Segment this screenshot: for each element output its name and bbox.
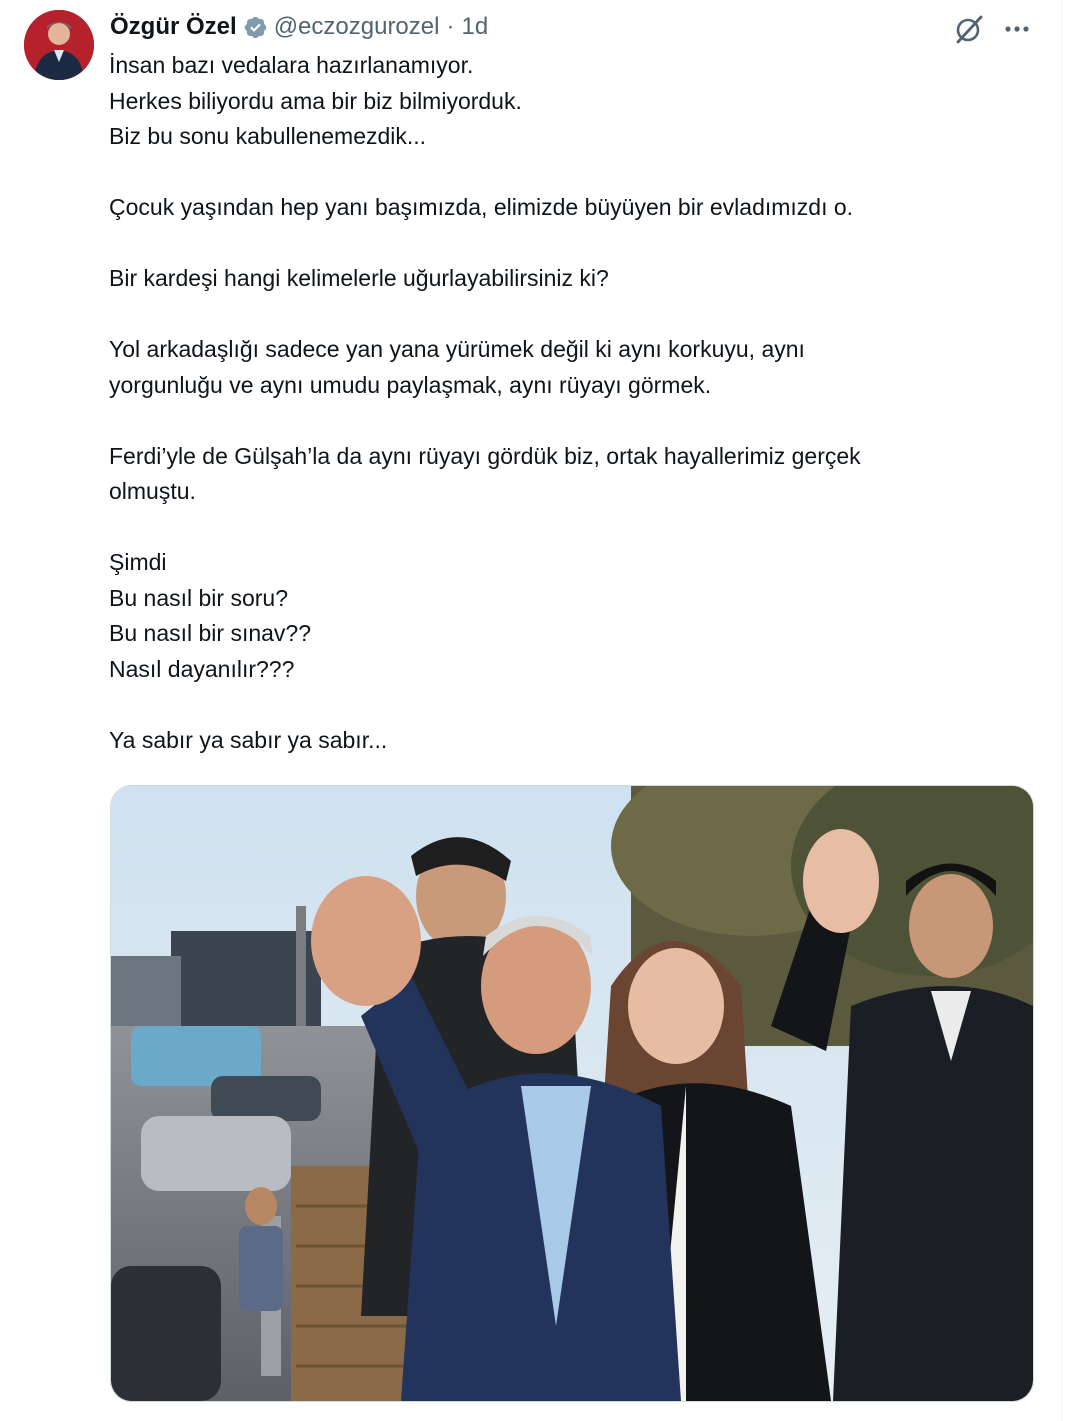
tweet-blank-line — [109, 403, 1029, 439]
tweet-text-line: İnsan bazı vedalara hazırlanamıyor. — [109, 52, 474, 78]
verified-badge-icon[interactable] — [243, 15, 268, 40]
tweet-header — [110, 12, 488, 42]
separator-dot: · — [446, 13, 455, 40]
tweet-blank-line — [109, 297, 1029, 333]
tweet-text-line: Şimdi — [109, 549, 167, 575]
tweet-blank-line — [109, 510, 1029, 546]
avatar-photo — [24, 10, 94, 80]
more-dots-icon — [1002, 14, 1032, 44]
tweet-text-line: Çocuk yaşından hep yanı başımızda, elimizde büyüyen bir evladımızdı o. — [109, 194, 854, 220]
tweet-text-line: Yol arkadaşlığı sadece yan yana yürümek değil ki aynı korkuyu, aynı — [109, 336, 805, 362]
grok-icon — [953, 13, 985, 45]
tweet-text-line: Biz bu sonu kabullenemezdik... — [109, 123, 427, 149]
grok-button[interactable] — [950, 10, 988, 48]
tweet-text-line: Ya sabır ya sabır ya sabır... — [109, 726, 388, 753]
tweet-text-line: Nasıl dayanılır??? — [109, 655, 295, 682]
photo-rally-waving — [111, 786, 1033, 1401]
tweet-text — [109, 48, 1029, 758]
handle[interactable]: @eczozgurozel — [273, 13, 440, 40]
tweet-text-line: Bir kardeşi hangi kelimelerle uğurlayabilirsiniz ki? — [109, 265, 609, 291]
more-button[interactable] — [998, 10, 1036, 48]
display-name[interactable]: Özgür Özel — [110, 13, 237, 40]
tweet-text-line: Bu nasıl bir soru? — [109, 584, 288, 611]
tweet-text-line: yorgunluğu ve aynı umudu paylaşmak, aynı rüyayı görmek. — [109, 371, 712, 398]
tweet-blank-line — [109, 687, 1029, 723]
tweet-text-line: Herkes biliyordu ama bir biz bilmiyorduk. — [109, 87, 522, 114]
tweet-photo[interactable] — [110, 785, 1034, 1402]
tweet-text-line: Bu nasıl bir sınav?? — [109, 620, 312, 646]
tweet-text-line: olmuştu. — [109, 478, 196, 504]
avatar[interactable] — [24, 10, 94, 80]
tweet-blank-line — [109, 155, 1029, 191]
tweet-text-line: Ferdi’yle de Gülşah’la da aynı rüyayı gördük biz, ortak hayallerimiz gerçek — [109, 442, 861, 469]
tweet-blank-line — [109, 226, 1029, 262]
timestamp[interactable]: 1d — [461, 13, 489, 40]
